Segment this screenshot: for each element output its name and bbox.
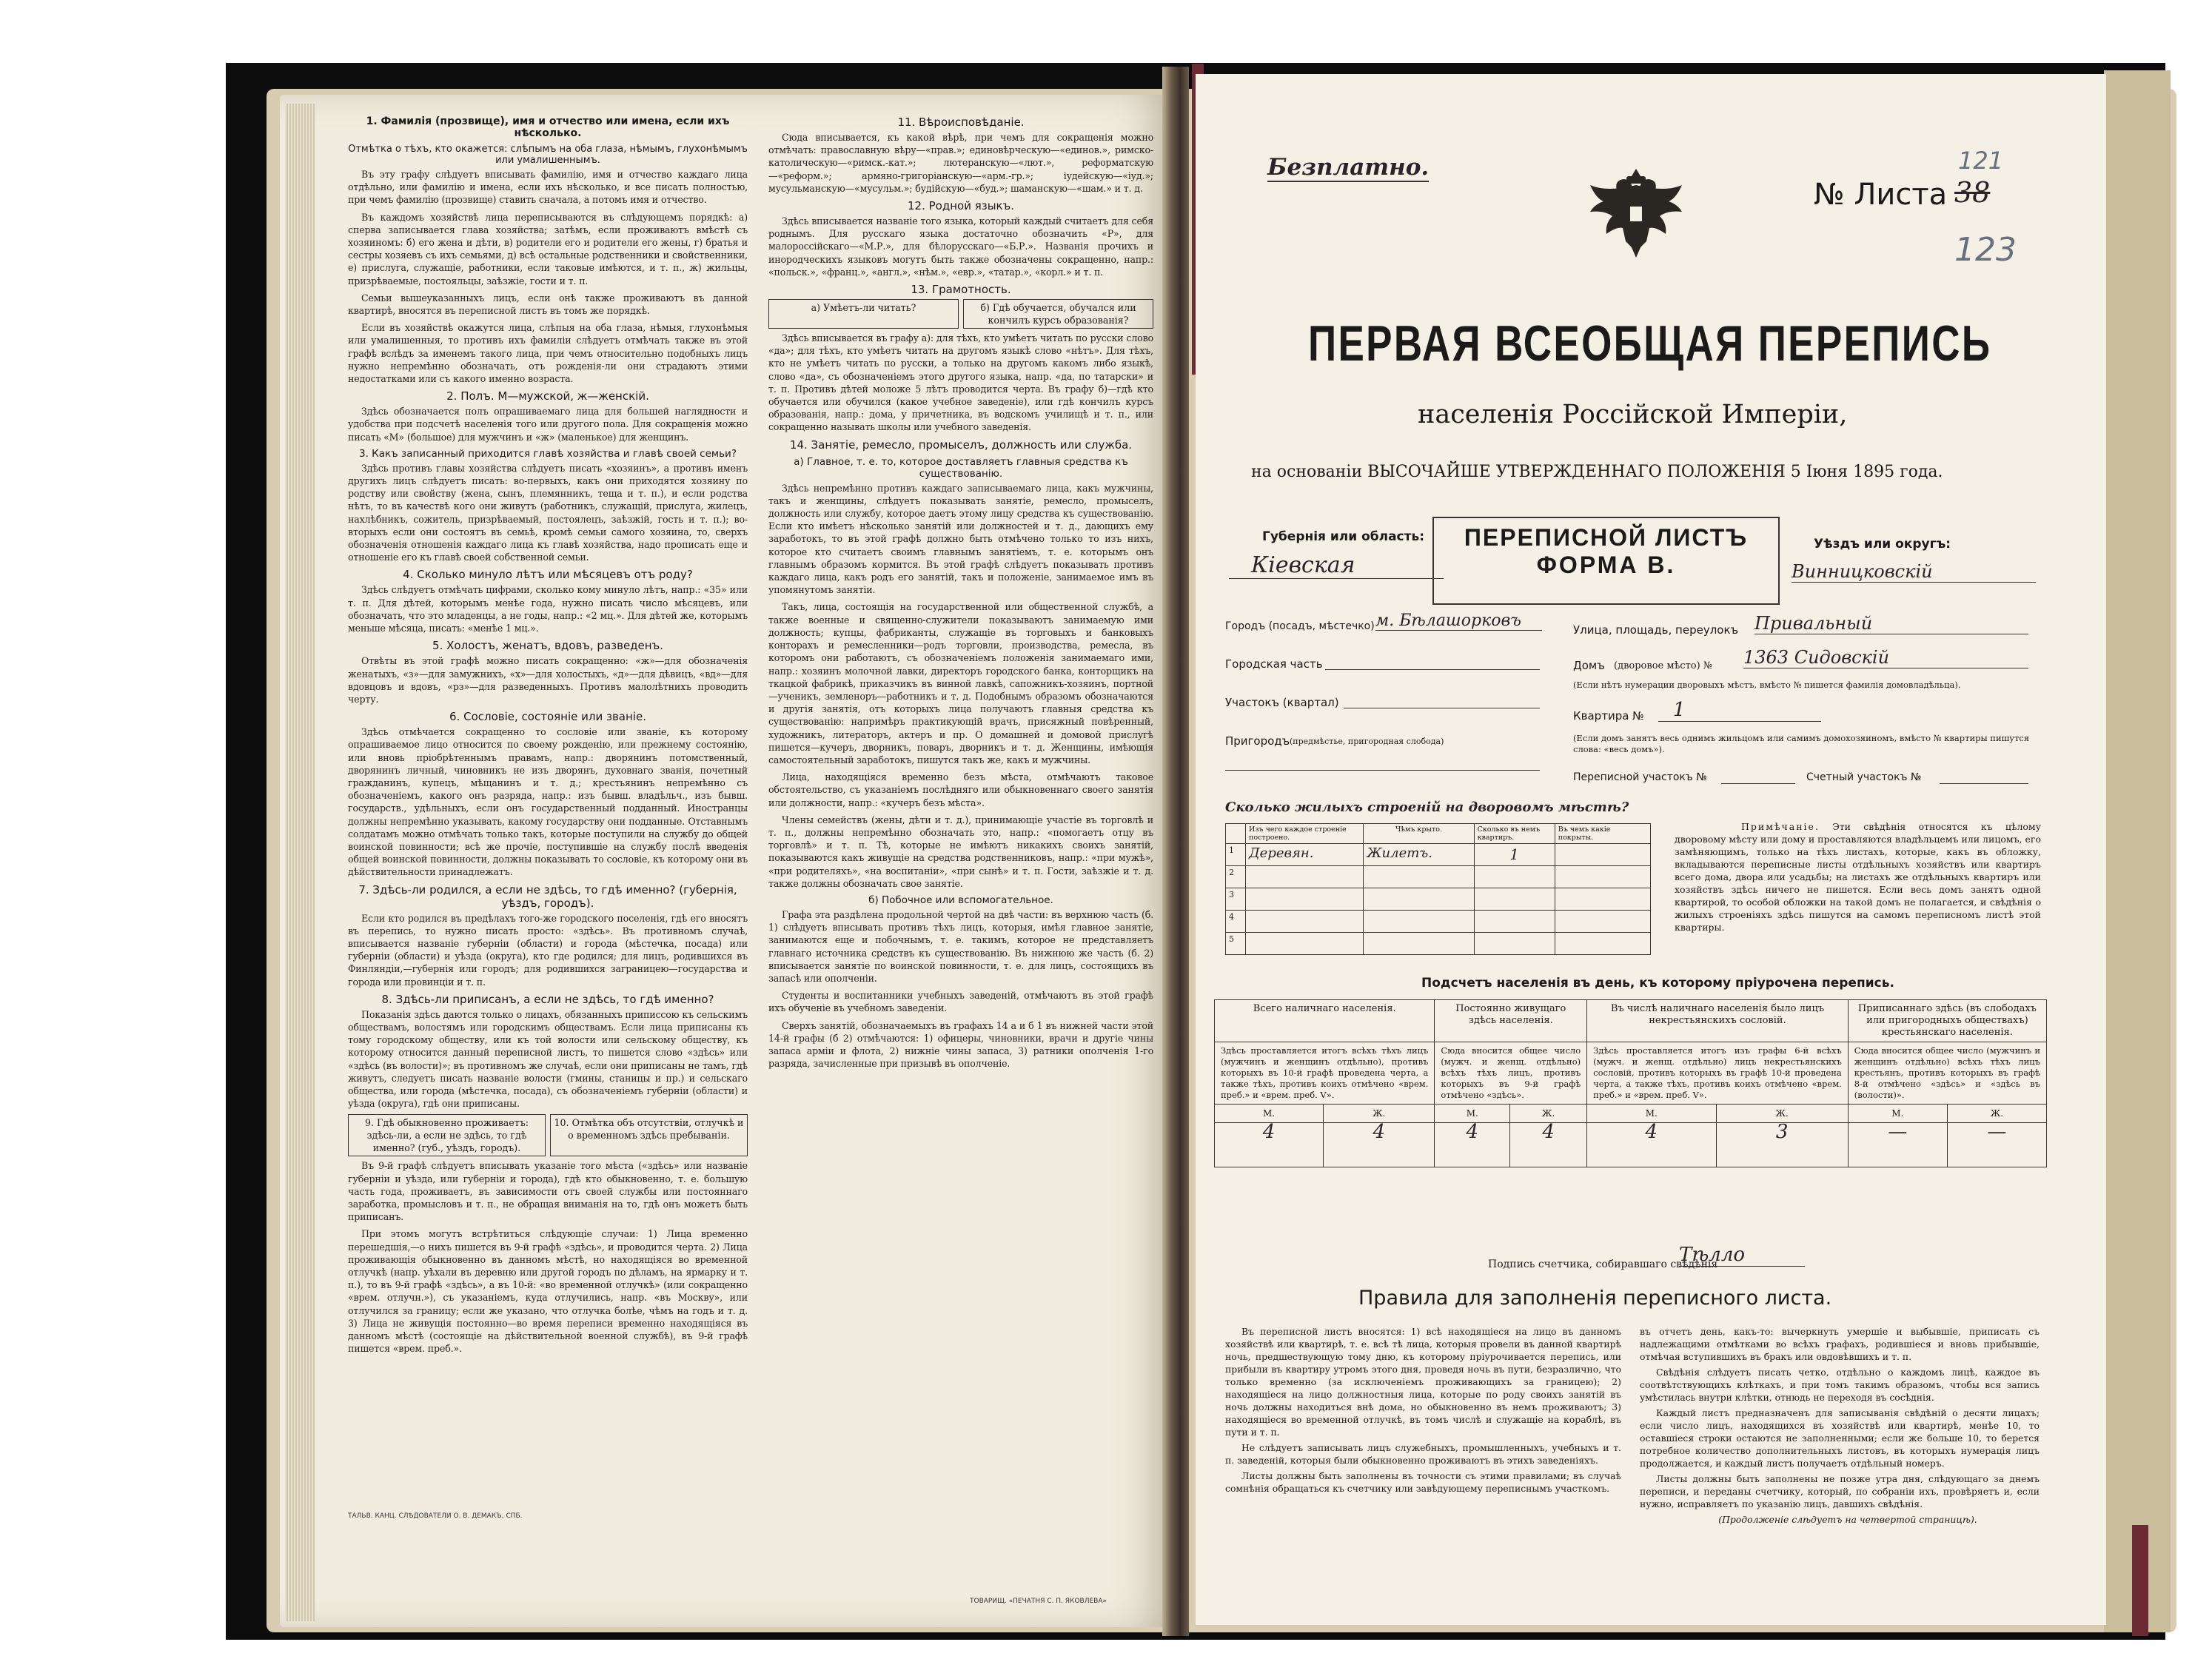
table-header: Сколько въ немъ квартиръ.	[1474, 824, 1555, 844]
female-label: Ж.	[1324, 1105, 1435, 1123]
binding-strip-bottom	[2132, 1525, 2148, 1636]
paragraph: Графа эта раздѣлена продольной чертой на двѣ части: въ верхнюю часть (б. 1) слѣдуетъ вписывать противъ тѣхъ лицъ, которыя, имѣя главное занятіе, занимаются еще и побочнымъ, т. е. такимъ, которое не представляетъ главнаго источника средствъ къ существованію. Въ нижнюю же часть (б. 2) вписывается занятіе по воинской повинности, т. е. для лицъ, состоящихъ въ запасѣ или ополченіи.	[768, 908, 1153, 984]
section-heading: 11. Вѣроисповѣданіе.	[897, 115, 1025, 129]
continuation-note: (Продолженіе слѣдуетъ на четвертой страницѣ).	[1718, 1514, 1977, 1525]
section-heading: 7. Здѣсь-ли родился, а если не здѣсь, то гдѣ именно? (губернія, уѣздъ, городъ).	[358, 882, 737, 910]
note-block	[1675, 820, 2041, 936]
apartment-note: (Если домъ занятъ весь однимъ жильцомъ или самимъ домохозяиномъ, вмѣсто № квартиры пишутся слова: «весь домъ»).	[1573, 733, 2030, 754]
section-heading: 9. Гдѣ обыкновенно проживаетъ: здѣсь-ли, а если не здѣсь, то гдѣ именно? (губ., уѣздъ, городъ).	[348, 1114, 546, 1156]
paragraph: Студенты и воспитанники учебныхъ заведеній, отмѣчаютъ въ этой графѣ ихъ обученіе въ учебномъ заведеніи.	[768, 990, 1153, 1014]
section-heading: Отмѣтка о тѣхъ, кто окажется: слѣпымъ на оба глаза, нѣмымъ, глухонѣмымъ или умалишеннымъ.	[348, 144, 748, 166]
paragraph: Сюда вписывается, къ какой вѣрѣ, при чемъ для сокращенія можно отмѣчать: православную вѣру—«прав.»; единовѣрческую—«единов.», римско-католическую—«римск.-кат.»; лютеранскую—«лют.», реформатскую—«реформ.»; армяно-григоріанскую—«арм.-гр.»; іудейскую—«іуд.»; мусульманскую—«мусульм.»; будійскую—«буд.»; шаманскую—«шам.» и т. д.	[768, 132, 1153, 194]
uezd-label: Уѣздъ или округъ:	[1814, 537, 1951, 552]
paragraph: Семьи вышеуказанныхъ лицъ, если онѣ также проживаютъ въ данной квартирѣ, вносятся въ переписной листъ въ томъ же порядкѣ.	[348, 292, 748, 317]
count-value: 4	[1510, 1123, 1587, 1167]
column-description: Здѣсь проставляется итогъ всѣхъ тѣхъ лицъ (мужчинъ и женщинъ отдѣльно), противъ которыхъ въ 10-й графѣ проведена черта, а также тѣхъ, противъ коихъ отмѣчено «врем. преб.» и «врем. преб. V».	[1215, 1042, 1435, 1105]
paragraph: Въ переписной листъ вносятся: 1) всѣ находящіеся на лицо въ данномъ хозяйствѣ или квартирѣ, т. е. всѣ тѣ лица, которыя провели въ данной квартирѣ ночь, предшествующую тому дню, къ которому пріурочивается перепись, или прибыли въ квартиру утромъ этого дня, проведя ночь въ пути, безразлично, что только временно (за исключеніемъ проживающихъ за границею); 2) находящіеся на лицо должностныя лица, которые по роду своихъ занятій въ ночь должны находиться внѣ дома, но обыкновенно въ немъ проживаютъ; 3) находящіеся во временной отлучкѣ, въ томъ числѣ и служащіе на кораблѣ, въ пути и т. п.	[1225, 1326, 1621, 1438]
sheet-number-pencil: 123	[1954, 231, 2017, 269]
section-heading: 13. Грамотность.	[911, 283, 1011, 297]
count-value: 4	[1587, 1123, 1716, 1167]
legal-basis: на основаніи ВЫСОЧАЙШЕ УТВЕРЖДЕННАГО ПОЛОЖЕНІЯ 5 Іюня 1895 года.	[1251, 463, 1943, 481]
buildings-table	[1225, 823, 1651, 955]
two-column-heading	[348, 1114, 748, 1156]
form-letter: ФОРМА В.	[1536, 552, 1676, 578]
table-header: Изъ чего каждое строеніе построено.	[1246, 824, 1364, 844]
section-heading: 4. Сколько минуло лѣтъ или мѣсяцевъ отъ роду?	[403, 568, 693, 582]
printer-imprint: ТАЛЬВ. КАНЦ. СЛѢДОВАТЕЛИ О. В. ДЕМАКЪ, СПБ.	[348, 1512, 523, 1520]
sheet-number-pencil-top: 121	[1958, 147, 2004, 175]
paragraph: Отвѣты въ этой графѣ можно писать сокращенно: «ж»—для обозначенія женатыхъ, «з»—для замужнихъ, «х»—для холостыхъ, «д»—для дѣвицъ, «вд»—для вдовцовъ и вдовъ, «рз»—для разведенныхъ. Противъ малолѣтнихъ проводить черту.	[348, 655, 748, 705]
paragraph: Въ 9-й графѣ слѣдуетъ вписывать указаніе того мѣста («здѣсь» или названіе губерніи и уѣзда, или губерніи и города), гдѣ кто обыкновенно, т. е. большую часть года, проживаетъ, въ зависимости отъ своей службы или постояннаго заработка, промысловъ и т. п., не обращая вниманія на то, гдѣ онъ можетъ быть приписанъ.	[348, 1160, 748, 1223]
section-heading: 5. Холостъ, женатъ, вдовъ, разведенъ.	[432, 639, 663, 653]
table-row	[1226, 888, 1651, 911]
note-text: Эти свѣдѣнія относятся къ цѣлому дворовому мѣсту или дому и проставляются владѣльцемъ или лицомъ, его замѣняющимъ, только на тѣхъ листахъ, которые, какъ въ обложку, вкладываются переписные листы отдѣльныхъ хозяйствъ или квартиръ всего дома, двора или усадьбы; на листахъ же отдѣльныхъ квартиръ или хозяйствъ здѣсь ничего не пишется. Если весь домъ занятъ одной квартирой, то особой обложки на такой домъ не полагается, и свѣдѣнія о жилыхъ строеніяхъ здѣсь пишутся на самомъ переписномъ листѣ этой квартиры.	[1675, 821, 2041, 933]
paragraph: Здѣсь слѣдуетъ отмѣчать цифрами, сколько кому минуло лѣтъ, напр.: «35» или т. п. Для дѣтей, которымъ менѣе года, нужно писать число мѣсяцевъ, или обозначать, что это младенцы, а не годы, напр.: «2 мц.». Для дѣтей же, которымъ меньше мѣсяца, писать: «менѣе 1 мц.».	[348, 584, 748, 634]
table-header: Чѣмъ крыто.	[1364, 824, 1474, 844]
rules-column-1	[1225, 1325, 1621, 1498]
table-header: Постоянно живущаго здѣсь населенія.	[1435, 1000, 1587, 1042]
sheet-number-label: № Листа	[1814, 178, 1948, 212]
row-number: 2	[1226, 866, 1246, 888]
instructions-column-2	[768, 111, 1153, 1074]
section-heading: 12. Родной языкъ.	[908, 199, 1014, 213]
male-label: М.	[1587, 1105, 1716, 1123]
section-heading: 2. Полъ. М—мужской, ж—женскій.	[446, 389, 649, 403]
paragraph: Если кто родился въ предѣлахъ того-же городского поселенія, гдѣ его вносятъ въ перепись, то нужно писать просто: «здѣсь». Въ противномъ случаѣ, вписывается названіе губерніи (области) и города (мѣстечка, посада) или губерніи (области) и уѣзда (округа), кто где родился; для лицъ, родившихся въ Финляндіи,—губернія или городъ; для родившихся заграницею—государства и города или провинціи и т. п.	[348, 912, 748, 988]
paragraph: Здѣсь вписывается названіе того языка, который каждый считаетъ для себя роднымъ. Для русскаго языка достаточно обозначить «Р», для малороссійскаго—«М.Р.», для бѣлорусскаго—«Б.Р.». Названія прочихъ и инородческихъ языковъ могутъ быть также обозначены сокращенно, напр.: «польск.», «франц.», «англ.», «нѣм.», «евр.», «татар.», «корл.» и т. п.	[768, 215, 1153, 278]
column-description: Сюда вносится общее число (мужчинъ и женщинъ отдѣльно) всѣхъ тѣхъ лицъ крестьянъ, противъ которыхъ въ графѣ 8-й отмѣчено «здѣсь» и «здѣсь въ (волости)».	[1848, 1042, 2046, 1105]
paragraph: При этомъ могутъ встрѣтиться слѣдующіе случаи: 1) Лица временно перешедшія,—о нихъ пишется въ 9-й графѣ «здѣсь», и проводится черта. 2) Лица проживающія обыкновенно въ данномъ мѣстѣ, но находящіяся во временной отлучкѣ (напр. уѣхали въ деревню или другой городъ по дѣламъ, на ярмарку и т. п.), то въ 9-й графѣ «здѣсь», а въ 10-й: «во временной отлучкѣ» (или сокращенно «врем. отлучн.»), съ указаніемъ, куда отлучились, напр. «въ Москву», или отлучился за границу; если же указано, что отлучка болѣе, чѣмъ на годъ и т. д. 3) Лица не живущія постоянно—во время переписи временно находящіяся въ данномъ мѣстѣ (состоящіе на дѣйствительной военной службѣ), въ 9-й графѣ пишется «врем. преб.».	[348, 1228, 748, 1355]
table-header: Всего наличнаго населенія.	[1215, 1000, 1435, 1042]
count-value: —	[1848, 1123, 1947, 1167]
free-label: Безплатно.	[1267, 154, 1430, 181]
female-label: Ж.	[1510, 1105, 1587, 1123]
precinct-label: Участокъ (квартал)	[1225, 696, 1339, 709]
paragraph: Листы должны быть заполнены въ точности съ этими правилами; въ случаѣ сомнѣнія обращаться къ счетчику или завѣдующему переписнымъ участкомъ.	[1225, 1470, 1621, 1494]
city-district-line	[1325, 669, 1540, 670]
counting-district-label: Счетный участокъ №	[1806, 771, 1922, 783]
town-label: Городъ (посадъ, мѣстечко)	[1225, 620, 1375, 632]
paragraph: Въ эту графу слѣдуетъ вписывать фамилію, имя и отчество каждаго лица отдѣльно, или фамилію и имена, если ихъ нѣсколько, и все писать полностью, при чемъ фамилію (прозвище) ставить сначала, а потомъ имя и отчество.	[348, 169, 748, 206]
suburb-hint: (предмѣстье, пригородная слобода)	[1290, 737, 1444, 746]
row-number: 5	[1226, 933, 1246, 955]
paragraph: въ отчетъ день, какъ-то: вычеркнуть умершіе и выбывшіе, приписать съ надлежащими отмѣтками во всѣхъ графахъ, родившіеся и вновь прибывшіе, отмѣчая вступившихъ въ бракъ или овдовѣвшихъ и т. п.	[1640, 1326, 2040, 1362]
street-label: Улица, площадь, переулокъ	[1573, 623, 1739, 637]
gubernia-value: Кіевская	[1229, 552, 1444, 579]
section-heading: 3. Какъ записанный приходится главѣ хозяйства и главѣ своей семьи?	[359, 447, 737, 460]
apartments-cell: 1	[1474, 844, 1555, 866]
count-value: 4	[1435, 1123, 1510, 1167]
gubernia-label: Губернія или область:	[1262, 529, 1425, 544]
section-heading: 14. Занятіе, ремесло, промыселъ, должность или служба.	[789, 438, 1133, 452]
male-label: М.	[1848, 1105, 1947, 1123]
count-value: —	[1947, 1123, 2046, 1167]
female-label: Ж.	[1947, 1105, 2046, 1123]
uezd-value: Винницковскій	[1792, 561, 2036, 583]
city-district-label: Городская часть	[1225, 657, 1323, 671]
house-note: (Если нѣтъ нумерации дворовыхъ мѣстъ, вмѣсто № пишется фамилія домовладѣльца).	[1573, 680, 1961, 690]
male-label: М.	[1435, 1105, 1510, 1123]
paragraph: Здѣсь обозначается полъ опрашиваемаго лица для большей наглядности и удобства при подсчетѣ населенія того или другого пола. Для сокращенія можно писать «М» (большое) для мужчинъ и «ж» (маленькое) для женщинъ.	[348, 406, 748, 443]
section-heading: 6. Сословіе, состояніе или званіе.	[449, 710, 646, 724]
paragraph: Показанія здѣсь даются только о лицахъ, обязанныхъ приписсою къ сельскимъ обществамъ, волостямъ или городскимъ обществамъ. Если лица приписаны къ тому городскому обществу, или къ той волости или сельскому обществу, къ которому относится данный переписной листъ, то пишется слово «здѣсь» или «здѣсь (въ волости)»; въ противномъ же случаѣ, если они приписаны не тамъ, гдѣ живутъ, следуетъ писать названіе волости (гмины, станицы и пр.) и сельскаго общества, или города (мѣстечка, посада), съ обозначеніемъ губерніи (области) и уѣзда (округа), гдѣ они приписаны.	[348, 1008, 748, 1110]
paragraph: Такъ, лица, состоящія на государственной или общественной службѣ, а также военные и священно-служители показываютъ занимаемую ими должность; купцы, фабриканты, служащіе въ торговыхъ и банковыхъ конторахъ и ремесленники—родъ торговли, производства, ремесла, въ которомъ они работаютъ, съ обозначеніемъ положенія занимаемаго ими, напр.: хозяинъ молочной лавки, директоръ городского банка, конторщикъ на ткацкой фабрикѣ, приказчикъ въ винной лавкѣ, сапожникъ-хозяинъ, портной—ученикъ, земленоръ—работникъ и т. д. Подобнымъ образомъ обозначаются и другія занятія, отъ которыхъ лица получаютъ главныя средства къ существованію: напримѣръ практикующій врачъ, присяжный повѣренный, художникъ, литераторъ, актеръ и пр. О домашней и домовой прислугѣ пишется—кучеръ, дворникъ, поваръ, дворникъ и т. д. Женщины, имѣющія самостоятельный заработокъ, пишутся такъ же, какъ и мужчины.	[768, 601, 1153, 765]
table-header: Приписаннаго здѣсь (въ слободахъ или пригородныхъ обществахъ) крестьянскаго населенія.	[1848, 1000, 2046, 1042]
section-heading: а) Умѣетъ-ли читать?	[768, 299, 959, 329]
census-district-label: Переписной участокъ №	[1573, 771, 1707, 783]
table-row	[1226, 866, 1651, 888]
section-heading: б) Гдѣ обучается, обучался или кончилъ курсъ образованія?	[963, 299, 1153, 329]
paragraph: Здѣсь отмѣчается сокращенно то сословіе или званіе, къ которому опрашиваемое лицо относится по своему рожденію, или прежнему состоянію, или вновь пріобрѣтеннымъ правамъ, напр.: дворянинъ потомственный, дворянинъ личный, чиновникъ не изъ дворянъ, духовнаго званія, почетный гражданинъ, купецъ, мѣщанинъ и т. д.; крестьянинъ непремѣнно съ обозначеніемъ, какого онъ разряда, напр.: изъ бывш. владѣльч., изъ бывш. государств., удѣльныхъ, если онъ государственный подданный. Иностранцы должны непремѣнно указывать, какому государству они подданные. Отставнымъ солдатамъ можно отмѣчать только такъ, которые поступили на службу до общей воинской повинности; всѣ же прочіе, поступившіе на службу послѣ введенія общей воинской повинности, должны показывать то сословіе, къ которому они въ дѣйствительности принадлежатъ.	[348, 726, 748, 878]
town-value: м. Бѣлашорковъ	[1375, 611, 1542, 631]
census-district-line	[1721, 783, 1795, 784]
page-leaves	[285, 104, 315, 1621]
male-label: М.	[1215, 1105, 1324, 1123]
buildings-title: Сколько жилыхъ строеній на дворовомъ мѣстѣ?	[1225, 800, 1629, 815]
row-number: 3	[1226, 888, 1246, 911]
section-heading: б) Побочное или вспомогательное.	[868, 894, 1053, 906]
counting-district-line	[1940, 783, 2028, 784]
form-title: ПЕРЕПИСНОЙ ЛИСТЪ	[1464, 524, 1749, 551]
table-header: Въ чемъ какіе покрыты.	[1555, 824, 1650, 844]
printer-imprint: ТОВАРИЩ. «ПЕЧАТНЯ С. П. ЯКОВЛЕВА»	[970, 1598, 1107, 1605]
paragraph: Здѣсь непремѣнно противъ каждаго записываемаго лица, какъ мужчины, такъ и женщины, слѣдуетъ показывать занятіе, ремесло, промыселъ, должность или службу, которое даетъ этому лицу средства къ существованію. Если кто имѣетъ нѣсколько занятій или должностей и т. д., дающихъ ему заработокъ, то въ этой графѣ должно быть отмѣчено только то изъ нихъ, которое кто считаетъ своимъ главнымъ занятіемъ, т. е. которымъ онъ главнымъ образомъ кормится. Въ этой графѣ слѣдуетъ показывать противъ каждаго лица, какъ родъ его занятій, такъ и положеніе, занимаемое имъ въ упомянутомъ занятіи.	[768, 482, 1153, 596]
paragraph: Свѣдѣнія слѣдуетъ писать четко, отдѣльно о каждомъ лицѣ, каждое въ соотвѣтствующихъ клѣткахъ, и при томъ такимъ образомъ, чтобы вся запись умѣстилась внутри клѣтки, отнюдь не переходя въ сосѣднія.	[1640, 1367, 2040, 1403]
sheet-number-value: 38	[1954, 176, 1991, 209]
row-number: 1	[1226, 844, 1246, 866]
document-title: ПЕРВАЯ ВСЕОБЩАЯ ПЕРЕПИСЬ	[1308, 315, 1992, 372]
book-spine	[1162, 67, 1189, 1636]
paragraph: Въ каждомъ хозяйствѣ лица переписываются въ слѣдующемъ порядкѣ: а) сперва записывается глава хозяйства; затѣмъ, если проживаютъ вмѣстѣ съ хозяиномъ: б) его жена и дѣти, в) родители его и родители его жены, г) братья и сестры хозяевъ съ ихъ семьями, д) всѣ остальные родственники и свойственники, е) прислуга, служащіе, работники, если таковые имѣются, и т. п., ж) жильцы, призрѣваемые, постояльцы, заѣзжіе, гости и т. п.	[348, 211, 748, 286]
form-title-box	[1432, 517, 1780, 605]
table-row	[1226, 933, 1651, 955]
count-value: 4	[1324, 1123, 1435, 1167]
book-cover-edge	[2104, 70, 2171, 1632]
paragraph: Не слѣдуетъ записывать лицъ служебныхъ, промышленныхъ, учебныхъ и т. п. заведеній, которыя были обыкновенно проживаютъ въ этихъ заведеніяхъ.	[1225, 1442, 1621, 1466]
count-value: 4	[1215, 1123, 1324, 1167]
two-column-heading	[768, 299, 1153, 329]
count-value: 3	[1716, 1123, 1848, 1167]
column-description: Здѣсь проставляется итогъ изъ графы 6-й всѣхъ (мужч. и женщ. отдѣльно) лицъ некрестьянскихъ сословій, противъ которыхъ въ графѣ 10-й проведена черта, а также тѣхъ, противъ коихъ отмѣчено «врем. преб.» и «врем. преб. V».	[1587, 1042, 1849, 1105]
paragraph: Члены семействъ (жены, дѣти и т. д.), принимающіе участіе въ торговлѣ и т. п., должны непремѣнно обозначать это, напр.: «помогаетъ отцу въ торговлѣ» и т. п. Тѣ, которые не имѣютъ никакихъ своихъ занятій, показываются какъ живущіе на средства родственниковъ, напр.: «при мужѣ», «при родителяхъ», «на воспитаніи», «при сынѣ» и т. п. Гости, заѣзжіе и т. д. также должны обозначать свое занятіе.	[768, 814, 1153, 889]
signature-label: Подпись счетчика, собиравшаго свѣдѣнія	[1488, 1259, 1718, 1270]
table-row	[1226, 844, 1651, 866]
table-header: Въ числѣ наличнаго населенія было лицъ некрестьянскихъ сословій.	[1587, 1000, 1849, 1042]
signature-value: Тѣлло	[1679, 1244, 1805, 1267]
paragraph: Сверхъ занятій, обозначаемыхъ въ графахъ 14 а и б 1 въ нижней части этой 14-й графы (б 2) отмѣчаются: 1) офицеры, чиновники, врачи и другіе чины запаса арміи и флота, 2) нижніе чины запаса, 3) ратники ополченія 1-го разряда, зачисленные при призывѣ въ ополченіе.	[768, 1019, 1153, 1070]
paragraph: Лица, находящіяся временно безъ мѣста, отмѣчаютъ таковое обстоятельство, съ указаніемъ послѣдняго или обыкновеннаго своего занятія или должности, напр.: «кучеръ безъ мѣста».	[768, 771, 1153, 808]
instruction-text	[348, 168, 748, 385]
column-description: Сюда вносится общее число (мужч. и женщ. отдѣльно) всѣхъ тѣхъ лицъ, противъ которыхъ въ 9-й графѣ отмѣчено «здѣсь».	[1435, 1042, 1587, 1105]
apartment-label: Квартира №	[1573, 709, 1644, 723]
paragraph: Здѣсь противъ главы хозяйства слѣдуетъ писать «хозяинъ», а противъ именъ другихъ лицъ слѣдуетъ писать: во-первыхъ, какъ они приходятся хозяину по родству или свойству (жена, сынъ, племянникъ, теща и т. п.), и если родства нѣтъ, то въ качествѣ кого они живутъ (работникъ, служащій, прислуга, жилецъ, нахлѣбникъ, сожитель, призрѣваемый, постоялецъ, заѣзжій, гость и т. п.); во-вторыхъ если они состоятъ въ семьѣ, кромѣ семьи самого хозяина, то, сверхъ обозначенія отношенія каждаго лица къ главѣ хозяйства, надо прописать еще и отношеніе его къ главѣ своей собственной семьи.	[348, 462, 748, 563]
document-subtitle: населенія Россійской Имперіи,	[1418, 400, 1848, 429]
paragraph: Если въ хозяйствѣ окажутся лица, слѣпыя на оба глаза, нѣмыя, глухонѣмыя или умалишенныя, то противъ ихъ фамиліи слѣдуетъ отмѣчать также въ этой графѣ вслѣдъ за именемъ такого лица, при чемъ относительно подобныхъ лицъ нужно непремѣнно обозначать, отъ рожденія-ли они страдаютъ этими недостатками или съ какого именно возраста.	[348, 322, 748, 385]
house-value: 1363 Сидовскій	[1743, 647, 2028, 668]
roof-cell: Жилетъ.	[1364, 844, 1474, 866]
double-headed-eagle-emblem	[1588, 163, 1684, 263]
section-heading: а) Главное, т. е. то, которое доставляетъ главныя средства къ существованію.	[794, 455, 1128, 480]
population-count-table	[1214, 999, 2047, 1167]
street-value: Привальный	[1754, 613, 2028, 634]
extra-cell	[1555, 844, 1650, 866]
note-label: Примѣчаніе.	[1741, 821, 1820, 832]
section-heading: 10. Отмѣтка объ отсутствіи, отлучкѣ и о временномъ здѣсь пребываніи.	[550, 1114, 748, 1156]
rules-title: Правила для заполненія переписного листа.	[1358, 1287, 1832, 1310]
female-label: Ж.	[1716, 1105, 1848, 1123]
material-cell: Деревян.	[1246, 844, 1364, 866]
house-label: Домъ	[1573, 659, 1605, 672]
suburb-label: Пригородъ	[1225, 734, 1290, 748]
section-heading: 8. Здѣсь-ли приписанъ, а если не здѣсь, то гдѣ именно?	[381, 992, 714, 1006]
table-row	[1226, 911, 1651, 933]
apartment-value: 1	[1658, 699, 1821, 722]
suburb-line	[1225, 770, 1540, 771]
paragraph: Листы должны быть заполнены не позже утра дня, слѣдующаго за днемъ переписи, и переданы счетчику, который, по собраніи ихъ, провѣряетъ и, если нужно, исправляетъ по указанію лицъ, давшихъ свѣдѣнія.	[1640, 1473, 2040, 1509]
paragraph: Здѣсь вписывается въ графу а): для тѣхъ, кто умѣетъ читать по русски слово «да»; для тѣхъ, кто умѣетъ читать на другомъ языкѣ слово «нѣтъ». Для тѣхъ, кто не умѣетъ читать по русски, а только на другомъ какомъ либо языкѣ, слово «да», съ обозначеніемъ этого другого языка, напр. «да, по татарски» и т. п. Противъ дѣтей моложе 5 лѣтъ проводится черта. Въ графу б)—гдѣ кто обучается или обучился (какое учебное заведеніе), или гдѣ кончилъ курсъ образованія, напр.: дома, у причетника, въ водскомъ училищѣ и т. п., или сокращенно называть школы или учебного заведенія.	[768, 332, 1153, 433]
rules-column-2	[1640, 1325, 2040, 1529]
count-title: Подсчетъ населенія въ день, къ которому пріурочена перепись.	[1421, 976, 1894, 991]
paragraph: Каждый листъ предназначенъ для записыванія свѣдѣній о десяти лицахъ; если число лицъ, находящихся въ хозяйствѣ или квартирѣ, менѣе 10, то оставшіеся строки остаются не заполненными; если же больше 10, то берется потребное количество дополнительныхъ листовъ, въ которыхъ нумерація лицъ продолжается, и каждый листъ получаетъ отдѣльный номеръ.	[1640, 1407, 2040, 1469]
row-number: 4	[1226, 911, 1246, 933]
instructions-column-1	[348, 111, 748, 1359]
house-hint: (дворовое мѣсто) №	[1614, 660, 1713, 671]
section-heading: 1. Фамилія (прозвище), имя и отчество или имена, если ихъ нѣсколько.	[366, 115, 730, 139]
